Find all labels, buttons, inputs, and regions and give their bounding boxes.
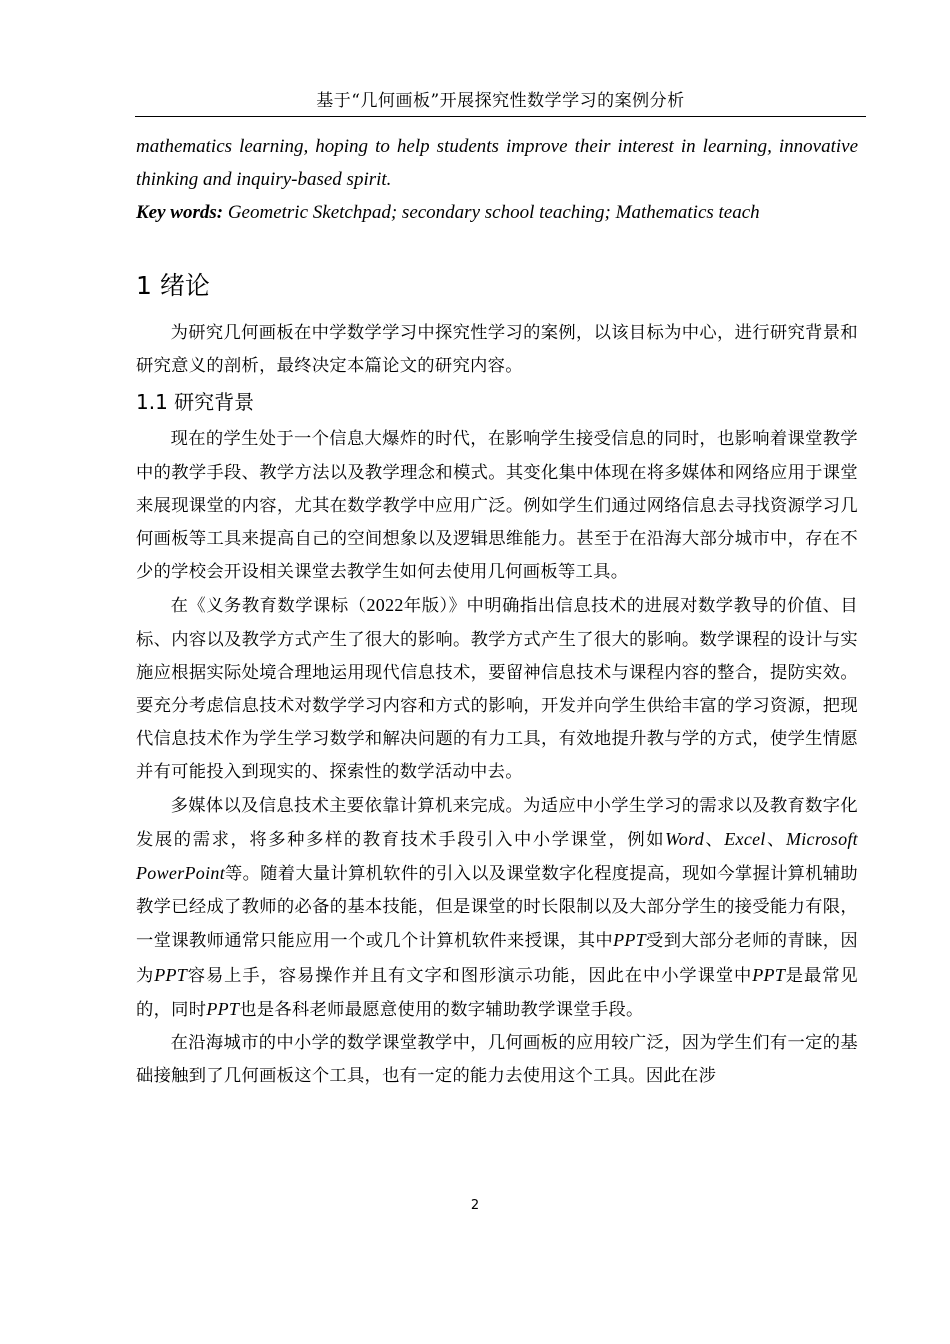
section-1-intro: 为研究几何画板在中学数学学习中探究性学习的案例，以该目标为中心，进行研究背景和研究意义的剖析，最终决定本篇论文的研究内容。 bbox=[136, 323, 858, 377]
keywords-line bbox=[136, 196, 858, 229]
term-ppt: PPT bbox=[752, 964, 786, 985]
separator-2: 、 bbox=[765, 829, 786, 850]
term-word: Word bbox=[665, 828, 705, 849]
paragraph-3-text-f: 也是各科老师最愿意使用的数字辅助教学课堂手段。 bbox=[239, 999, 644, 1020]
abstract-english-tail: mathematics learning, hoping to help students improve their interest in learning, innovative thinking and inquiry-based spirit. bbox=[136, 136, 858, 190]
paragraph-2-text-a: 在《义务教育数学课标（ bbox=[170, 596, 367, 617]
section-heading-1-1: 1.1 研究背景 bbox=[136, 390, 255, 415]
term-ppt: PPT bbox=[206, 998, 240, 1019]
paragraph-2-text-b: 年版）》中明确指出信息技术的进展对数学教导的价值、目标、内容以及教学方式产生了很大的影响。教学方式产生了很大的影响。数学课程的设计与实施应根据实际处境合理地运用现代信息技术，要留神信息技术与课程内容的整合，提防实效。要充分考虑信息技术对数学学习内容和方式的影响，开发并向学生供给丰富的学习资源，把现代信息技术作为学生学习数学和解决问题的有力工具，有效地提升教与学的方式，使学生情愿并有可能投入到现实的、探索性的数学活动中去。 bbox=[136, 596, 858, 783]
term-ppt: PPT bbox=[154, 964, 188, 985]
paragraph-3-text-c: 受到大部分老师的青睐，因为 bbox=[136, 931, 858, 986]
paragraph-3-text-d: 容易上手，容易操作并且有文字和图形演示功能，因此在中小学课堂中 bbox=[187, 965, 753, 986]
keywords-text: Geometric Sketchpad; secondary school teaching; Mathematics teach bbox=[223, 202, 760, 223]
separator-1: 、 bbox=[704, 829, 725, 850]
page-number: 2 bbox=[470, 1198, 480, 1213]
paragraph-2 bbox=[136, 589, 858, 789]
paragraph-3-text-b: 等。随着大量计算机软件的引入以及课堂数字化程度提高，现如今掌握计算机辅助教学已经成了教师的必备的基本技能，但是课堂的时长限制以及大部分学生的接受能力有限，一堂课教师通常只能应用一个或几个计算机软件来授课，其中 bbox=[136, 864, 858, 952]
term-powerpoint: Microsoft PowerPoint bbox=[136, 828, 858, 884]
running-header: 基于“几何画板”开展探究性数学学习的案例分析 bbox=[135, 86, 866, 117]
page-body bbox=[136, 130, 858, 1093]
paragraph-2-year: 2022 bbox=[366, 595, 404, 616]
paragraph-3 bbox=[136, 790, 858, 1027]
paragraph-1: 现在的学生处于一个信息大爆炸的时代，在影响学生接受信息的同时，也影响着课堂教学中的教学手段、教学方法以及教学理念和模式。其变化集中体现在将多媒体和网络应用于课堂来展现课堂的内容，尤其在数学教学中应用广泛。例如学生们通过网络信息去寻找资源学习几何画板等工具来提高自己的空间想象以及逻辑思维能力。甚至于在沿海大部分城市中，存在不少的学校会开设相关课堂去教学生如何去使用几何画板等工具。 bbox=[136, 429, 858, 583]
paragraph-3-text-e: 是最常见的，同时 bbox=[136, 965, 858, 1020]
paragraph-4: 在沿海城市的中小学的数学课堂教学中，几何画板的应用较广泛，因为学生们有一定的基础接触到了几何画板这个工具，也有一定的能力去使用这个工具。因此在涉 bbox=[136, 1033, 858, 1087]
term-ppt: PPT bbox=[613, 930, 646, 951]
keywords-label: Key words: bbox=[136, 202, 224, 223]
section-heading-1: 1 绪论 bbox=[136, 271, 210, 300]
paragraph-3-text-a: 多媒体以及信息技术主要依靠计算机来完成。为适应中小学生学习的需求以及教育数字化发展的需求，将多种多样的教育技术手段引入中小学课堂，例如 bbox=[136, 795, 858, 850]
term-excel: Excel bbox=[724, 828, 766, 849]
